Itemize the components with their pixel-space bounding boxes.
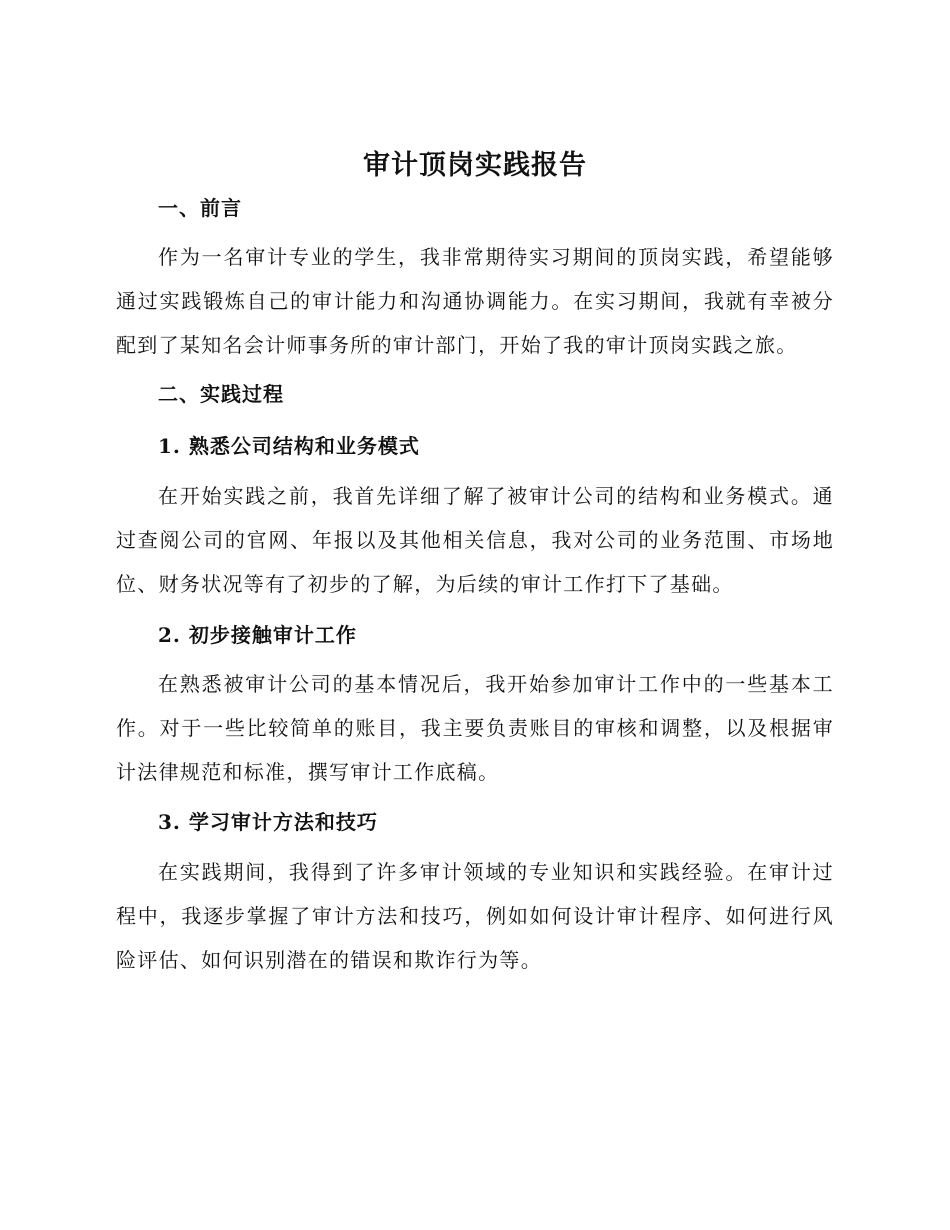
document-title: 审计顶岗实践报告 xyxy=(363,150,587,181)
paragraph-subsection-2: 在熟悉被审计公司的基本情况后，我开始参加审计工作中的一些基本工作。对于一些比较简单的账目，我主要负责账目的审核和调整，以及根据审计法律规范和标准，撰写审计工作底稿。 xyxy=(116,672,834,784)
paragraph-subsection-1: 在开始实践之前，我首先详细了解了被审计公司的结构和业务模式。通过查阅公司的官网、年报以及其他相关信息，我对公司的业务范围、市场地位、财务状况等有了初步的了解，为后续的审计工作打下了基础。 xyxy=(116,484,834,596)
section-heading-practice-process: 二、实践过程 xyxy=(158,382,284,406)
paragraph-subsection-3: 在实践期间，我得到了许多审计领域的专业知识和实践经验。在审计过程中，我逐步掌握了审计方法和技巧，例如如何设计审计程序、如何进行风险评估、如何识别潜在的错误和欺诈行为等。 xyxy=(116,860,834,972)
section-heading-preface: 一、前言 xyxy=(158,196,242,220)
subsection-heading-1: 1. 熟悉公司结构和业务模式 xyxy=(158,434,420,458)
subsection-heading-3: 3. 学习审计方法和技巧 xyxy=(158,810,378,834)
subsection-heading-2: 2. 初步接触审计工作 xyxy=(158,623,357,647)
paragraph-preface: 作为一名审计专业的学生，我非常期待实习期间的顶岗实践，希望能够通过实践锻炼自己的审计能力和沟通协调能力。在实习期间，我就有幸被分配到了某知名会计师事务所的审计部门，开始了我的审计顶岗实践之旅。 xyxy=(116,245,834,357)
